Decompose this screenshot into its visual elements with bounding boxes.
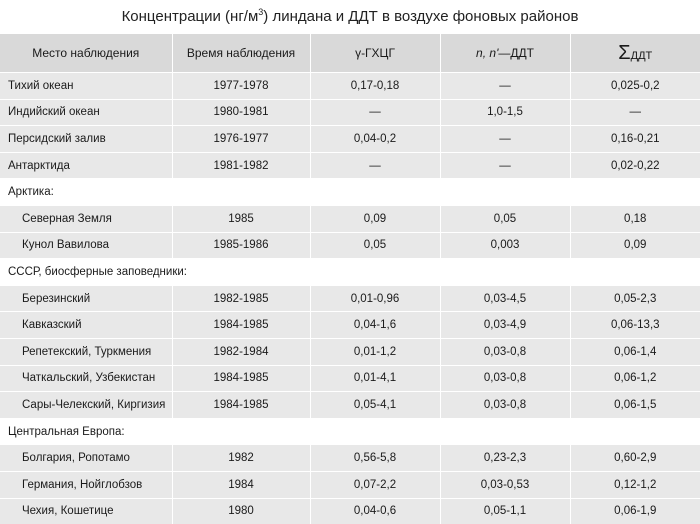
cell-sum: 0,02-0,22 <box>570 152 700 179</box>
header-hch: γ-ГХЦГ <box>310 34 440 73</box>
header-sum-sub: ДДТ <box>630 49 653 62</box>
header-place: Место наблюдения <box>0 34 172 73</box>
cell-place: Березинский <box>0 285 172 312</box>
cell-hch: 0,07-2,2 <box>310 471 440 498</box>
cell-hch: 0,05-4,1 <box>310 392 440 419</box>
cell-ddt: 0,05 <box>440 205 570 232</box>
cell-place: Чаткальский, Узбекистан <box>0 365 172 392</box>
header-ddt-italic: n, n' <box>476 46 499 60</box>
table-row <box>0 312 700 339</box>
table-row <box>0 338 700 365</box>
table-row <box>0 99 700 126</box>
table-row <box>0 285 700 312</box>
section-europe: Центральная Европа: <box>0 418 700 445</box>
cell-hch: 0,04-0,2 <box>310 126 440 153</box>
cell-time: 1984-1985 <box>172 312 310 339</box>
cell-sum: 0,18 <box>570 205 700 232</box>
cell-ddt: 0,05-1,1 <box>440 498 570 524</box>
title-text-rest: ) линдана и ДДТ в воздухе фоновых районов <box>263 8 579 25</box>
cell-time: 1977-1978 <box>172 73 310 100</box>
cell-sum: 0,06-1,5 <box>570 392 700 419</box>
cell-place: Репетекский, Туркмения <box>0 338 172 365</box>
cell-sum: — <box>570 99 700 126</box>
cell-time: 1981-1982 <box>172 152 310 179</box>
cell-sum: 0,60-2,9 <box>570 445 700 472</box>
cell-hch: 0,17-0,18 <box>310 73 440 100</box>
cell-hch: 0,01-1,2 <box>310 338 440 365</box>
cell-time: 1976-1977 <box>172 126 310 153</box>
table-row <box>0 392 700 419</box>
table-row <box>0 205 700 232</box>
table-row <box>0 445 700 472</box>
cell-time: 1982 <box>172 445 310 472</box>
table-row <box>0 126 700 153</box>
cell-ddt: 0,03-0,8 <box>440 338 570 365</box>
cell-hch: 0,01-0,96 <box>310 285 440 312</box>
cell-sum: 0,06-1,9 <box>570 498 700 524</box>
cell-ddt: 0,003 <box>440 232 570 259</box>
cell-hch: 0,01-4,1 <box>310 365 440 392</box>
header-time: Время наблюдения <box>172 34 310 73</box>
cell-time: 1984 <box>172 471 310 498</box>
cell-place: Германия, Нойглобзов <box>0 471 172 498</box>
cell-ddt: 0,23-2,3 <box>440 445 570 472</box>
cell-hch: 0,04-1,6 <box>310 312 440 339</box>
cell-time: 1985 <box>172 205 310 232</box>
section-ussr: СССР, биосферные заповедники: <box>0 259 700 286</box>
table-row <box>0 152 700 179</box>
table-row <box>0 73 700 100</box>
cell-ddt: 0,03-0,53 <box>440 471 570 498</box>
cell-ddt: — <box>440 73 570 100</box>
cell-ddt: 1,0-1,5 <box>440 99 570 126</box>
cell-time: 1982-1985 <box>172 285 310 312</box>
sigma-symbol: Σ <box>618 41 631 64</box>
cell-place: Сары-Челекский, Киргизия <box>0 392 172 419</box>
cell-place: Персидский залив <box>0 126 172 153</box>
cell-ddt: 0,03-0,8 <box>440 392 570 419</box>
cell-time: 1985-1986 <box>172 232 310 259</box>
cell-time: 1982-1984 <box>172 338 310 365</box>
cell-hch: 0,56-5,8 <box>310 445 440 472</box>
table-row <box>0 471 700 498</box>
table-row <box>0 498 700 524</box>
cell-place: Индийский океан <box>0 99 172 126</box>
cell-place: Кавказский <box>0 312 172 339</box>
cell-time: 1984-1985 <box>172 392 310 419</box>
table-title <box>0 0 700 34</box>
header-sum-ddt <box>570 34 700 73</box>
cell-place: Чехия, Кошетице <box>0 498 172 524</box>
cell-sum: 0,16-0,21 <box>570 126 700 153</box>
cell-ddt: 0,03-4,5 <box>440 285 570 312</box>
cell-sum: 0,05-2,3 <box>570 285 700 312</box>
cell-place: Болгария, Ропотамо <box>0 445 172 472</box>
cell-place: Кунол Вавилова <box>0 232 172 259</box>
title-text: Концентрации (нг/м <box>121 8 259 25</box>
cell-hch: 0,04-0,6 <box>310 498 440 524</box>
section-row <box>0 259 700 286</box>
table-row <box>0 232 700 259</box>
cell-sum: 0,09 <box>570 232 700 259</box>
title-superscript: 3 <box>258 7 264 17</box>
header-row <box>0 34 700 73</box>
cell-ddt: 0,03-4,9 <box>440 312 570 339</box>
section-arctic: Арктика: <box>0 179 700 206</box>
cell-place: Тихий океан <box>0 73 172 100</box>
cell-sum: 0,06-1,2 <box>570 365 700 392</box>
table-row <box>0 365 700 392</box>
cell-sum: 0,025-0,2 <box>570 73 700 100</box>
section-row <box>0 179 700 206</box>
cell-hch: — <box>310 152 440 179</box>
cell-sum: 0,06-1,4 <box>570 338 700 365</box>
cell-ddt: 0,03-0,8 <box>440 365 570 392</box>
section-row <box>0 418 700 445</box>
cell-time: 1980 <box>172 498 310 524</box>
cell-time: 1980-1981 <box>172 99 310 126</box>
cell-ddt: — <box>440 152 570 179</box>
cell-place: Антарктида <box>0 152 172 179</box>
cell-sum: 0,12-1,2 <box>570 471 700 498</box>
cell-ddt: — <box>440 126 570 153</box>
cell-place: Северная Земля <box>0 205 172 232</box>
header-ddt <box>440 34 570 73</box>
cell-sum: 0,06-13,3 <box>570 312 700 339</box>
cell-hch: 0,05 <box>310 232 440 259</box>
cell-time: 1984-1985 <box>172 365 310 392</box>
cell-hch: 0,09 <box>310 205 440 232</box>
cell-hch: — <box>310 99 440 126</box>
header-ddt-rest: —ДДТ <box>498 46 534 60</box>
data-table <box>0 34 700 524</box>
